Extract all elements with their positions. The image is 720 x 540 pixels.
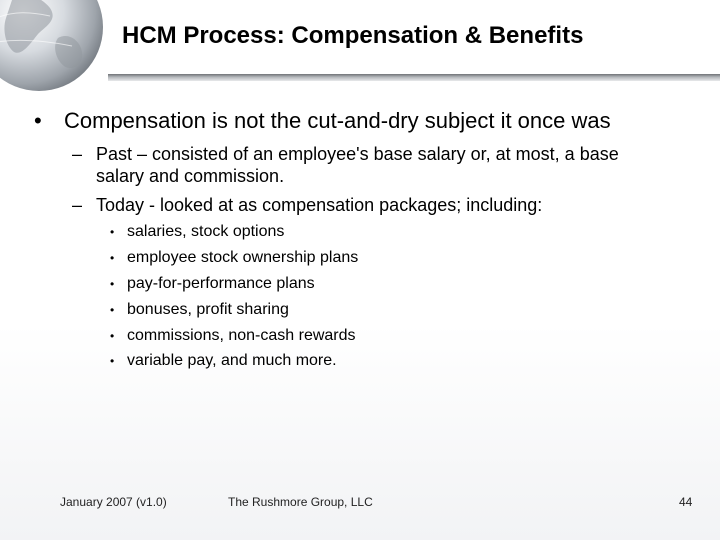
- bullet-marker: •: [110, 303, 115, 317]
- footer-company: The Rushmore Group, LLC: [228, 495, 373, 509]
- list-item-text: commissions, non-cash rewards: [127, 327, 356, 344]
- globe-icon: [0, 0, 107, 95]
- main-bullet-text: Compensation is not the cut-and-dry subject it once was: [64, 108, 611, 133]
- slide-title: HCM Process: Compensation & Benefits: [122, 22, 584, 49]
- title-divider: [108, 74, 720, 81]
- sub-bullet-text: Today - looked at as compensation packages; including:: [96, 195, 543, 215]
- bullet-marker: •: [110, 251, 115, 265]
- page-number: 44: [679, 495, 693, 509]
- list-item-text: variable pay, and much more.: [127, 352, 337, 369]
- list-item-text: salaries, stock options: [127, 223, 285, 240]
- dash-marker: –: [72, 144, 83, 164]
- bullet-marker: •: [110, 354, 115, 368]
- bullet-marker: •: [110, 329, 115, 343]
- bullet-marker: •: [34, 108, 42, 133]
- list-item-text: bonuses, profit sharing: [127, 301, 289, 318]
- list-item-text: pay-for-performance plans: [127, 275, 315, 292]
- list-item-text: employee stock ownership plans: [127, 249, 359, 266]
- dash-marker: –: [72, 195, 83, 215]
- footer-date: January 2007 (v1.0): [60, 495, 167, 509]
- sub-bullet-text: Past – consisted of an employee's base salary or, at most, a base salary and commission.: [96, 144, 619, 186]
- bullet-marker: •: [110, 277, 115, 291]
- bullet-marker: •: [110, 225, 115, 239]
